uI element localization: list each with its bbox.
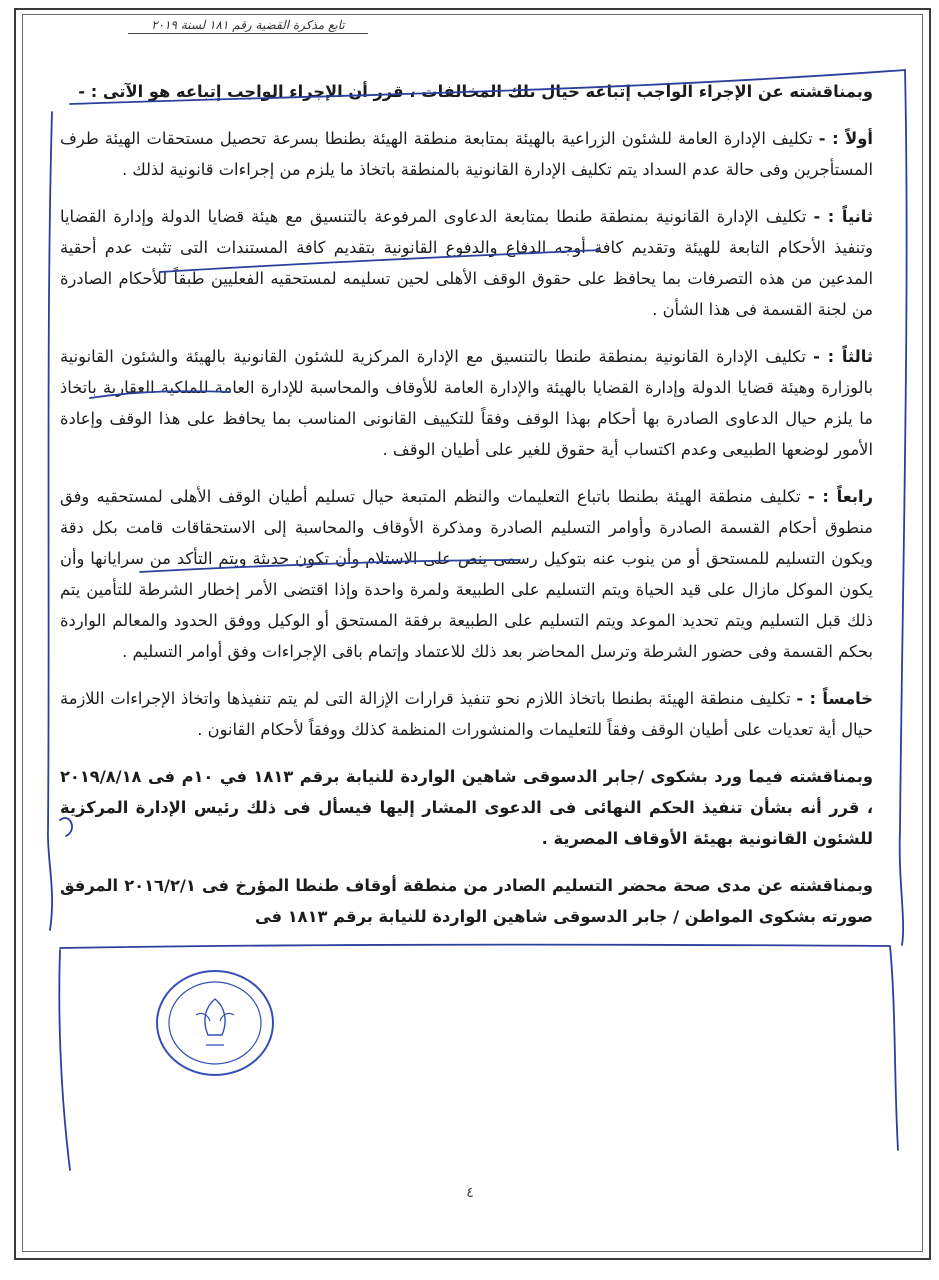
item-third-text: تكليف الإدارة القانونية بمنطقة طنطا بالتنسيق مع الإدارة المركزية للشئون القانونية بالهيئة والشئون القانونية بالوزارة وهيئة قضايا الدولة وإدارة القضايا بالهيئة والإدارة العامة للأوقاف والمحاسبة للإدارة العامة للملكية العقارية باتخاذ ما يلزم حيال الدعاوى الصادرة بها أحكام بهذا الوقف وفقاً للتكييف القانونى المناسب بما يحافظ على هذا الوقف وإعادة الأمور لوضعها الطبيعى وعدم اكتساب أية حقوق للغير على أطيان الوقف .: [60, 347, 873, 459]
item-fourth-lead: رابعاً : -: [807, 487, 873, 506]
complaint-paragraph: [60, 761, 873, 854]
item-fifth-lead: خامساً : -: [796, 689, 873, 708]
item-fifth-text: تكليف منطقة الهيئة بطنطا باتخاذ اللازم نحو تنفيذ قرارات الإزالة التى لم يتم تنفيذها واتخاذ الإجراءات اللازمة حيال أية تعديات على أطيان الوقف وفقاً للتعليمات والمنشورات المنظمة كذلك ووفقاً لأحكام القانون .: [60, 689, 873, 739]
item-fourth-text: تكليف منطقة الهيئة بطنطا باتباع التعليمات والنظم المتبعة حيال تسليم أطيان الوقف الأهلى لمستحقيه وفق منطوق أحكام القسمة الصادرة وأوامر التسليم الصادرة ومذكرة الأوقاف والمحاسبة إلى الاستحقاقات قامت بكل دقة ويكون التسليم للمستحق أو من ينوب عنه بتوكيل رسمى ينص على الاستلام وأن تكون حديثة ويتم التأكد من سرايانها وأن يكون الموكل مازال على قيد الحياة ويتم التسليم على الطبيعة ولمرة واحدة وإذا اقتضى الأمر إخطار الشرطة للتأمين يتم ذلك قبل التسليم ويتم تحديد الموعد ويتم التسليم على الطبيعة برفقة المستحق أو الوكيل ووفق الحدود والمعالم الواردة بحكم القسمة وفى حضور الشرطة وترسل المحاضر بعد ذلك للاعتماد وإتمام باقى الإجراءات وفق أوامر التسليم .: [60, 487, 873, 661]
item-first: [60, 123, 873, 185]
item-second-lead: ثانياً : -: [813, 207, 873, 226]
running-header: تابع مذكرة القضية رقم ١٨١ لسنة ٢٠١٩: [128, 18, 368, 34]
handover-paragraph: [60, 870, 873, 932]
intro-paragraph: [60, 76, 873, 107]
page-number: ٤: [466, 1185, 474, 1201]
memo-body: [60, 76, 873, 948]
item-first-text: تكليف الإدارة العامة للشئون الزراعية بالهيئة بمتابعة منطقة الهيئة بطنطا بسرعة تحصيل مستحقات الهيئة طرف المستأجرين وفى حالة عدم السداد يتم تكليف الإدارة القانونية بالمنطقة باتخاذ ما يلزم من إجراءات قانونية لذلك .: [60, 129, 873, 179]
item-third-lead: ثالثاً : -: [813, 347, 873, 366]
item-fifth: [60, 683, 873, 745]
intro-text: وبمناقشته عن الإجراء الواجب إتباعه حيال تلك المخالفات ، قرر أن الإجراء الواجب إتباعه هو الآتى : -: [78, 82, 873, 101]
item-fourth: [60, 481, 873, 667]
item-second-text: تكليف الإدارة القانونية بمنطقة طنطا بمتابعة الدعاوى المرفوعة بالتنسيق مع هيئة قضايا الدولة وإدارة القضايا وتنفيذ الأحكام التابعة للهيئة وتقديم كافة أوجه الدفاع والدفوع القانونية بتقديم كافة المستندات التى تثبت عدم أحقية المدعين من هذه التصرفات بما يحافظ على حقوق الوقف الأهلى لحين تسليمه لمستحقيه الفعليين طبقاً للأحكام الصادرة من لجنة القسمة فى هذا الشأن .: [60, 207, 873, 319]
item-third: [60, 341, 873, 465]
official-stamp: [150, 963, 280, 1083]
item-first-lead: أولاً : -: [818, 129, 873, 148]
item-second: [60, 201, 873, 325]
complaint-text: وبمناقشته فيما ورد بشكوى /جابر الدسوقى شاهين الواردة للنيابة برقم ١٨١٣ في ١٠م فى ٢٠١٩/٨/١٨ ، قرر أنه بشأن تنفيذ الحكم النهائى فى الدعوى المشار إليها فيسأل فى ذلك رئيس الإدارة المركزية للشئون القانونية بهيئة الأوقاف المصرية .: [60, 767, 873, 848]
handover-text: وبمناقشته عن مدى صحة محضر التسليم الصادر من منطقة أوقاف طنطا المؤرخ فى ٢٠١٦/٢/١ المرفق صورته بشكوى المواطن / جابر الدسوقى شاهين الواردة للنيابة برقم ١٨١٣ فى: [60, 876, 873, 926]
